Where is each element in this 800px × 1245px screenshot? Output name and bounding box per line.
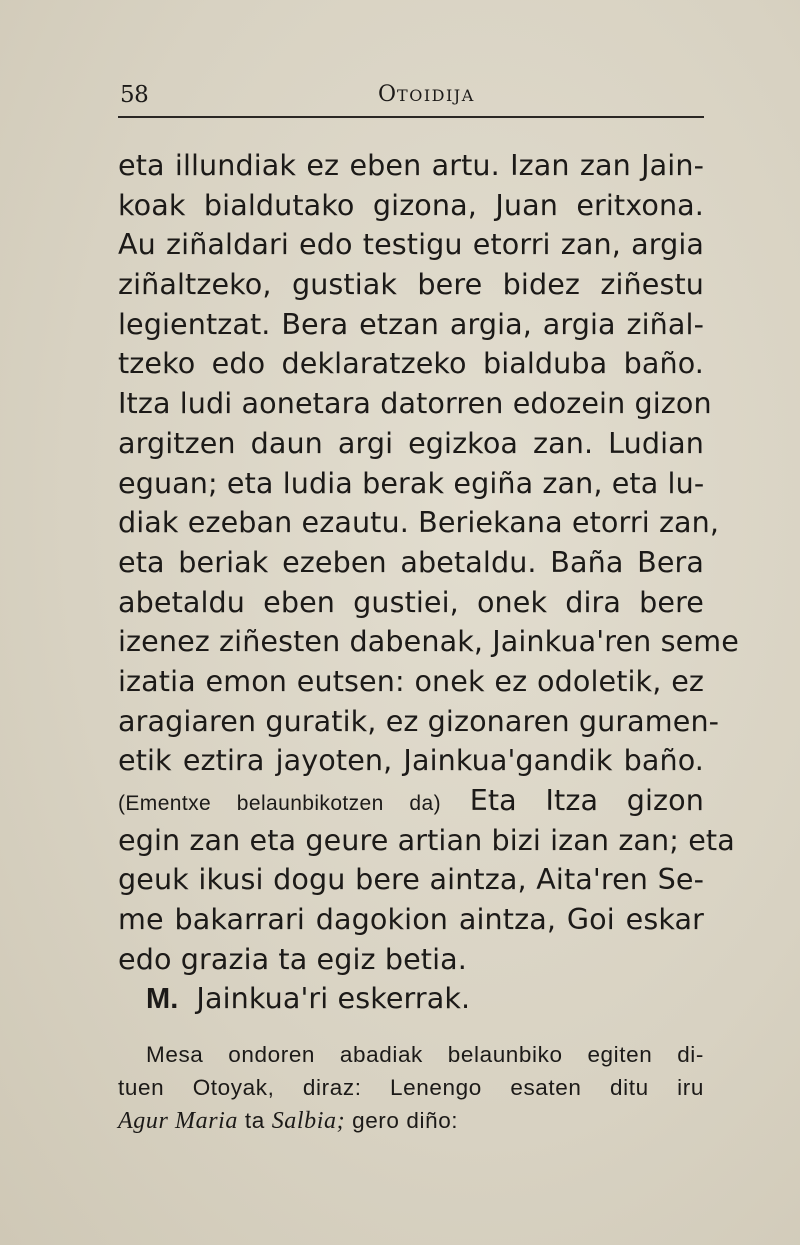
- text-line: izatia emon eutsen: onek ez odoletik, ez: [118, 663, 704, 698]
- running-head: [118, 82, 704, 120]
- rubric-line: Mesa ondoren abadiak belaunbiko egiten di-: [146, 1042, 704, 1067]
- running-title-initial: O: [378, 82, 398, 107]
- rubric-tail: gero diño:: [352, 1108, 459, 1133]
- text-line: me bakarrari dagokion aintza, Goi eskar: [118, 902, 704, 937]
- text-line: abetaldu eben gustiei, onek dira bere: [118, 584, 704, 619]
- text-line: ziñaltzeko, gustiak bere bidez ziñestu: [118, 267, 704, 302]
- running-title: [378, 82, 475, 107]
- rubric-note: (Ementxe belaunbikotzen da): [118, 792, 441, 815]
- text-line: etik eztira jayoten, Jainkua'gandik baño.: [118, 743, 704, 778]
- text-line: aragiaren guratik, ez gizonaren guramen-: [118, 703, 720, 738]
- rubric-instructions: [118, 1038, 704, 1137]
- text-line: eguan; eta ludia berak egiña zan, eta lu-: [118, 465, 705, 500]
- text-line: Au ziñaldari edo testigu etorri zan, argia: [118, 227, 704, 262]
- response-mark: M.: [146, 983, 179, 1016]
- text-line: koak bialdutako gizona, Juan eritxona.: [118, 187, 704, 222]
- text-line: tzeko edo deklaratzeko bialduba baño.: [118, 346, 704, 381]
- rubric-italic-salbia: Salbia;: [271, 1108, 346, 1134]
- text-line: izenez ziñesten dabenak, Jainkua'ren seme: [118, 624, 739, 659]
- rubric-line: tuen Otoyak, diraz: Lenengo esaten ditu iru: [118, 1075, 704, 1100]
- running-title-rest: TOIDIJA: [397, 86, 475, 105]
- note-continuation: Eta Itza gizon: [469, 783, 704, 817]
- text-line: argitzen daun argi egizkoa zan. Ludian: [118, 425, 704, 460]
- response-line: [118, 979, 704, 1019]
- page-number: 58: [120, 82, 149, 108]
- text-line: eta beriak ezeben abetaldu. Baña Bera: [118, 544, 704, 579]
- text-line-with-note: [118, 781, 704, 821]
- rubric-line-last: [118, 1104, 704, 1137]
- rubric-ta: ta: [244, 1108, 265, 1133]
- text-line-last: edo grazia ta egiz betia.: [118, 941, 467, 976]
- text-line: Itza ludi aonetara datorren edozein gizon: [118, 386, 712, 421]
- gospel-text: [118, 146, 739, 1019]
- text-line: geuk ikusi dogu bere aintza, Aita'ren Se-: [118, 862, 704, 897]
- text-line: diak ezeban ezautu. Beriekana etorri zan,: [118, 505, 720, 540]
- text-line: egin zan eta geure artian bizi izan zan; eta: [118, 822, 735, 857]
- header-rule: [118, 116, 704, 118]
- text-line: eta illundiak ez eben artu. Izan zan Jain-: [118, 148, 704, 182]
- response-text: Jainkua'ri eskerrak.: [196, 981, 471, 1016]
- text-line: legientzat. Bera etzan argia, argia ziñal-: [118, 306, 704, 341]
- rubric-italic-agur-maria: Agur Maria: [118, 1108, 238, 1134]
